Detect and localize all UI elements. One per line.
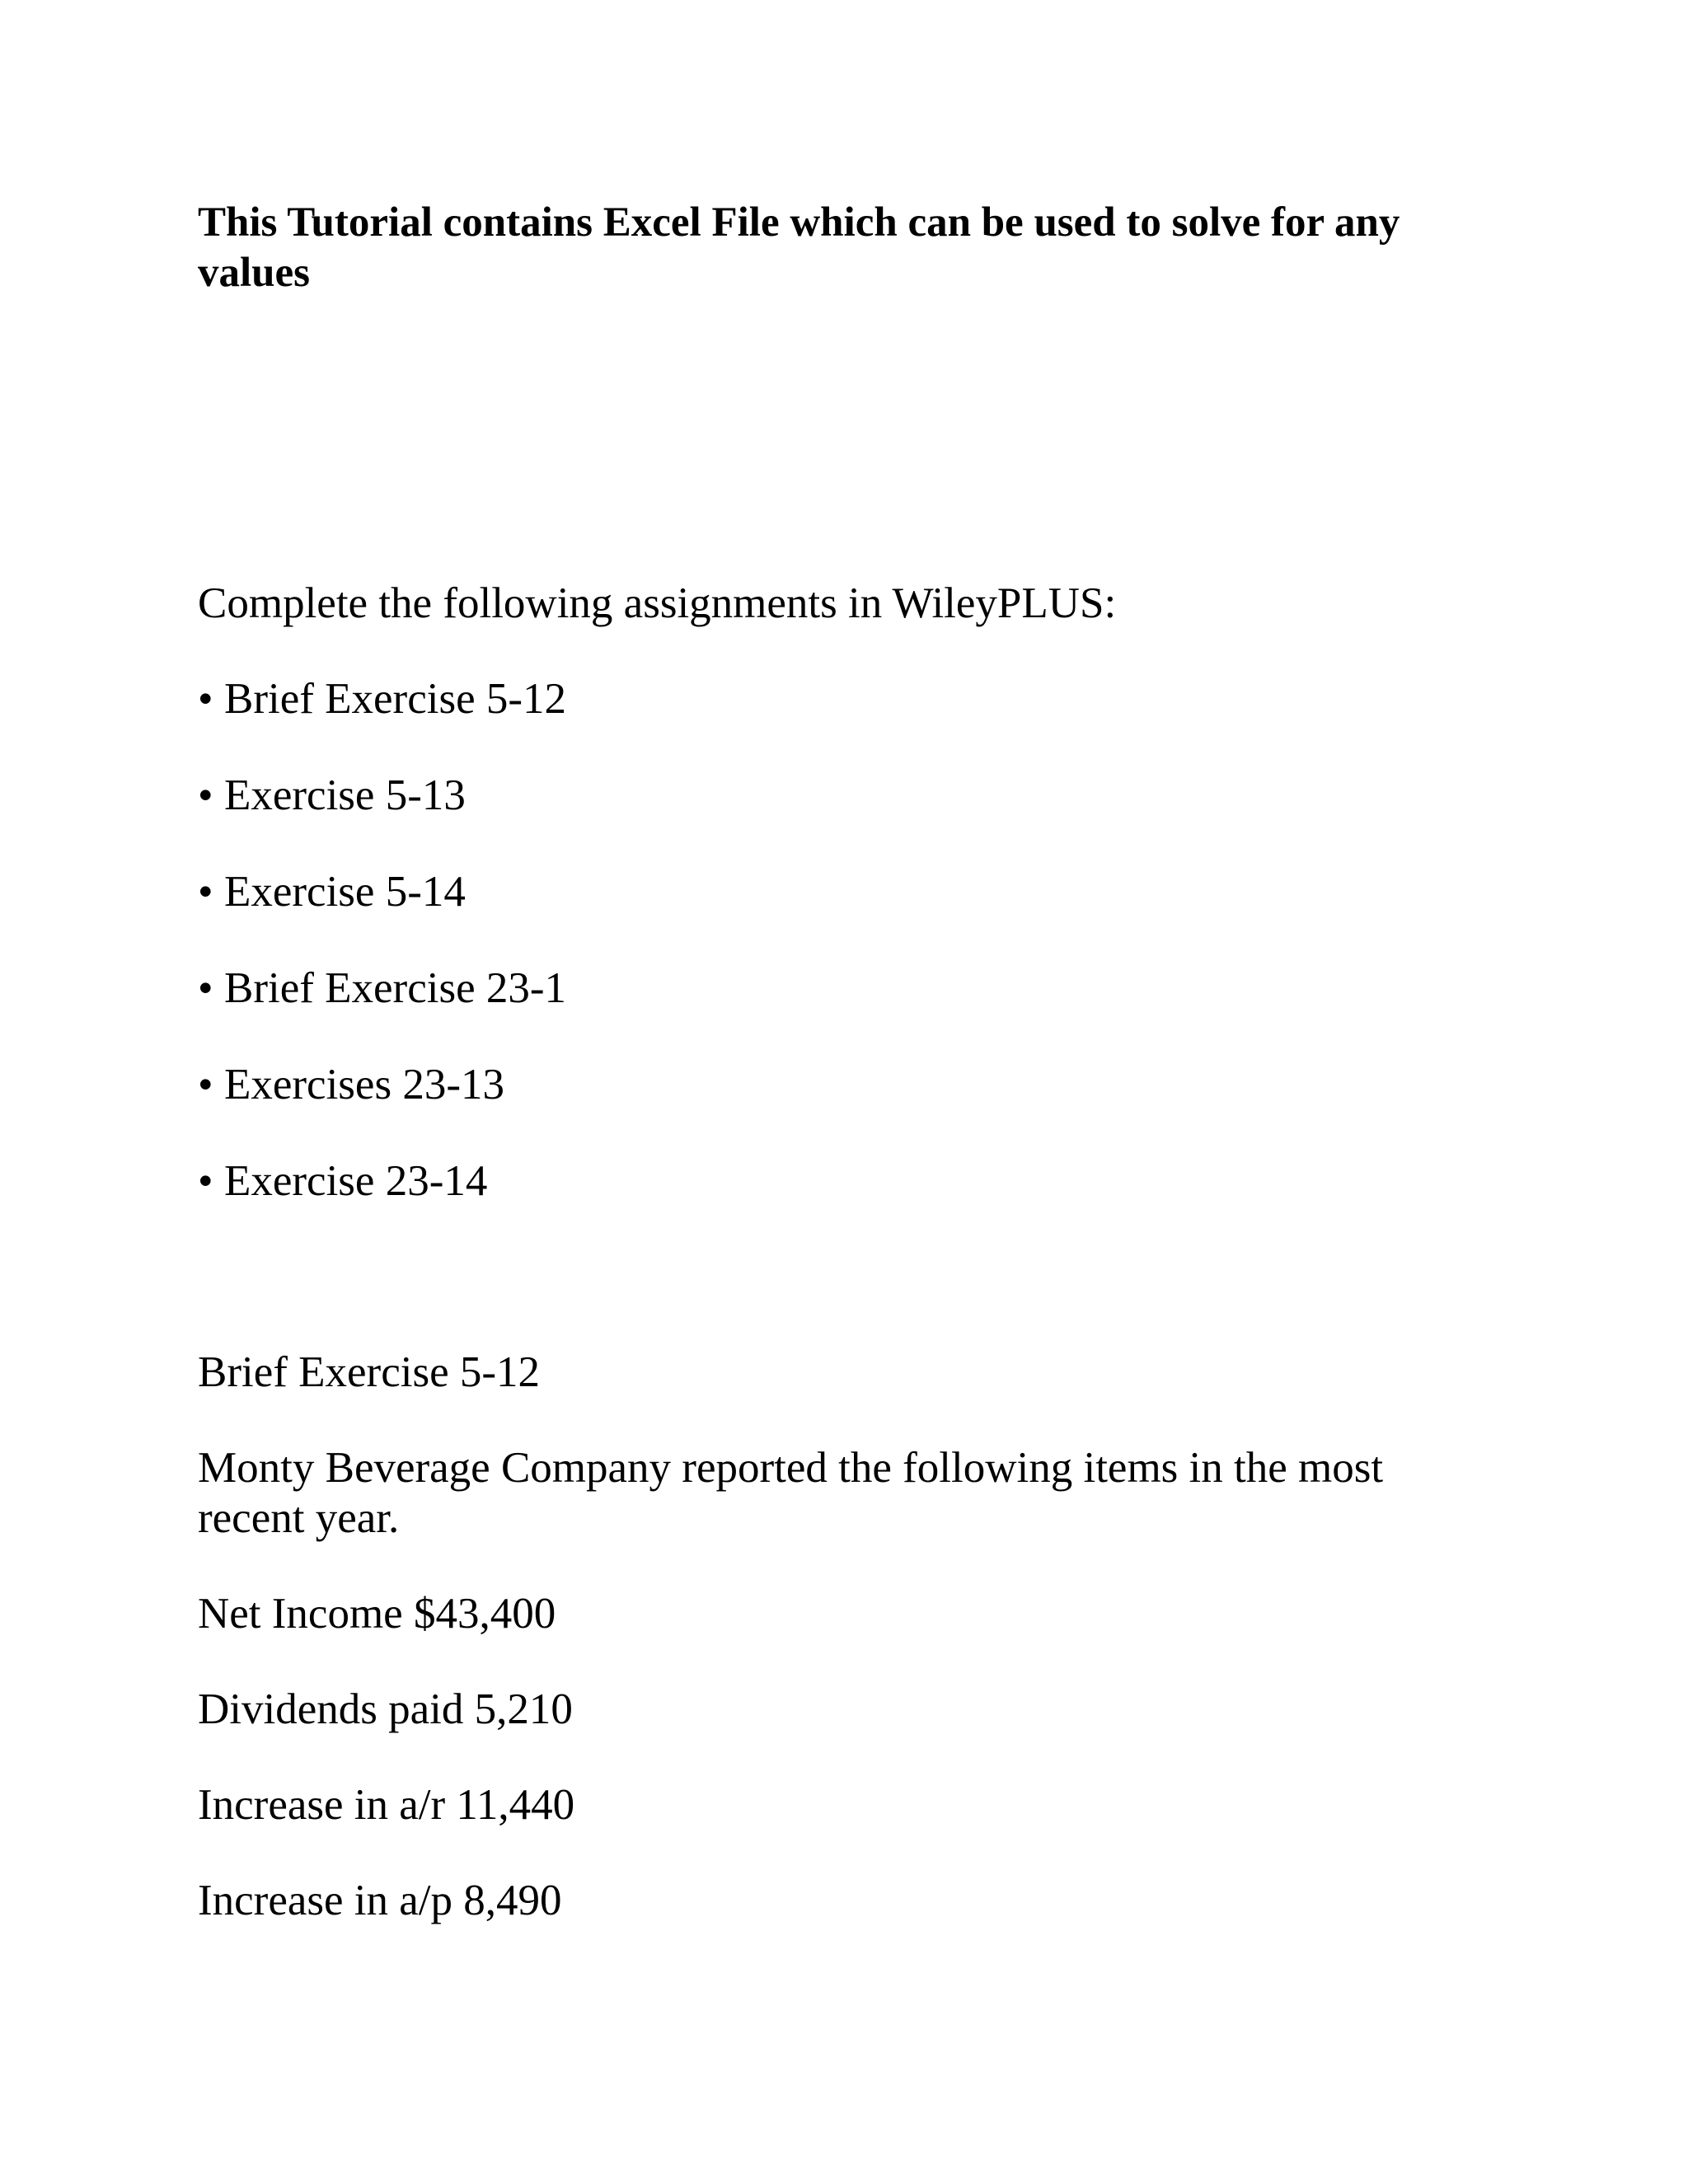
- list-item: [198, 963, 1492, 1014]
- item-dividends-paid: Dividends paid 5,210: [198, 1685, 573, 1733]
- spacer: [198, 298, 1492, 579]
- bullet-icon: •: [198, 964, 213, 1012]
- item-increase-ar: Increase in a/r 11,440: [198, 1781, 575, 1829]
- section-text: Monty Beverage Company reported the following items in the most recent year.: [198, 1444, 1384, 1542]
- list-item: [198, 771, 1492, 821]
- spacer: [198, 1253, 1492, 1347]
- assignment-list: [198, 674, 1492, 1207]
- list-item: [198, 1156, 1492, 1207]
- intro-text: Complete the following assignments in WileyPLUS:: [198, 579, 1117, 627]
- list-item: [198, 1060, 1492, 1110]
- bullet-icon: •: [198, 1157, 213, 1205]
- document-content: [198, 198, 1492, 1926]
- bullet-icon: •: [198, 1061, 213, 1108]
- item-net-income: Net Income $43,400: [198, 1590, 556, 1638]
- assignment-label: Exercise 5-14: [224, 868, 466, 916]
- list-item: [198, 867, 1492, 917]
- assignment-label: Brief Exercise 5-12: [224, 675, 566, 723]
- assignment-label: Exercises 23-13: [224, 1061, 504, 1108]
- assignment-label: Brief Exercise 23-1: [224, 964, 566, 1012]
- bullet-icon: •: [198, 675, 213, 723]
- item-increase-ap: Increase in a/p 8,490: [198, 1877, 562, 1924]
- list-item: [198, 674, 1492, 724]
- assignment-label: Exercise 23-14: [224, 1157, 488, 1205]
- assignment-label: Exercise 5-13: [224, 771, 466, 819]
- document-title: This Tutorial contains Excel File which can be used to solve for any values: [198, 199, 1400, 296]
- bullet-icon: •: [198, 868, 213, 916]
- bullet-icon: •: [198, 771, 213, 819]
- section-title: Brief Exercise 5-12: [198, 1348, 540, 1396]
